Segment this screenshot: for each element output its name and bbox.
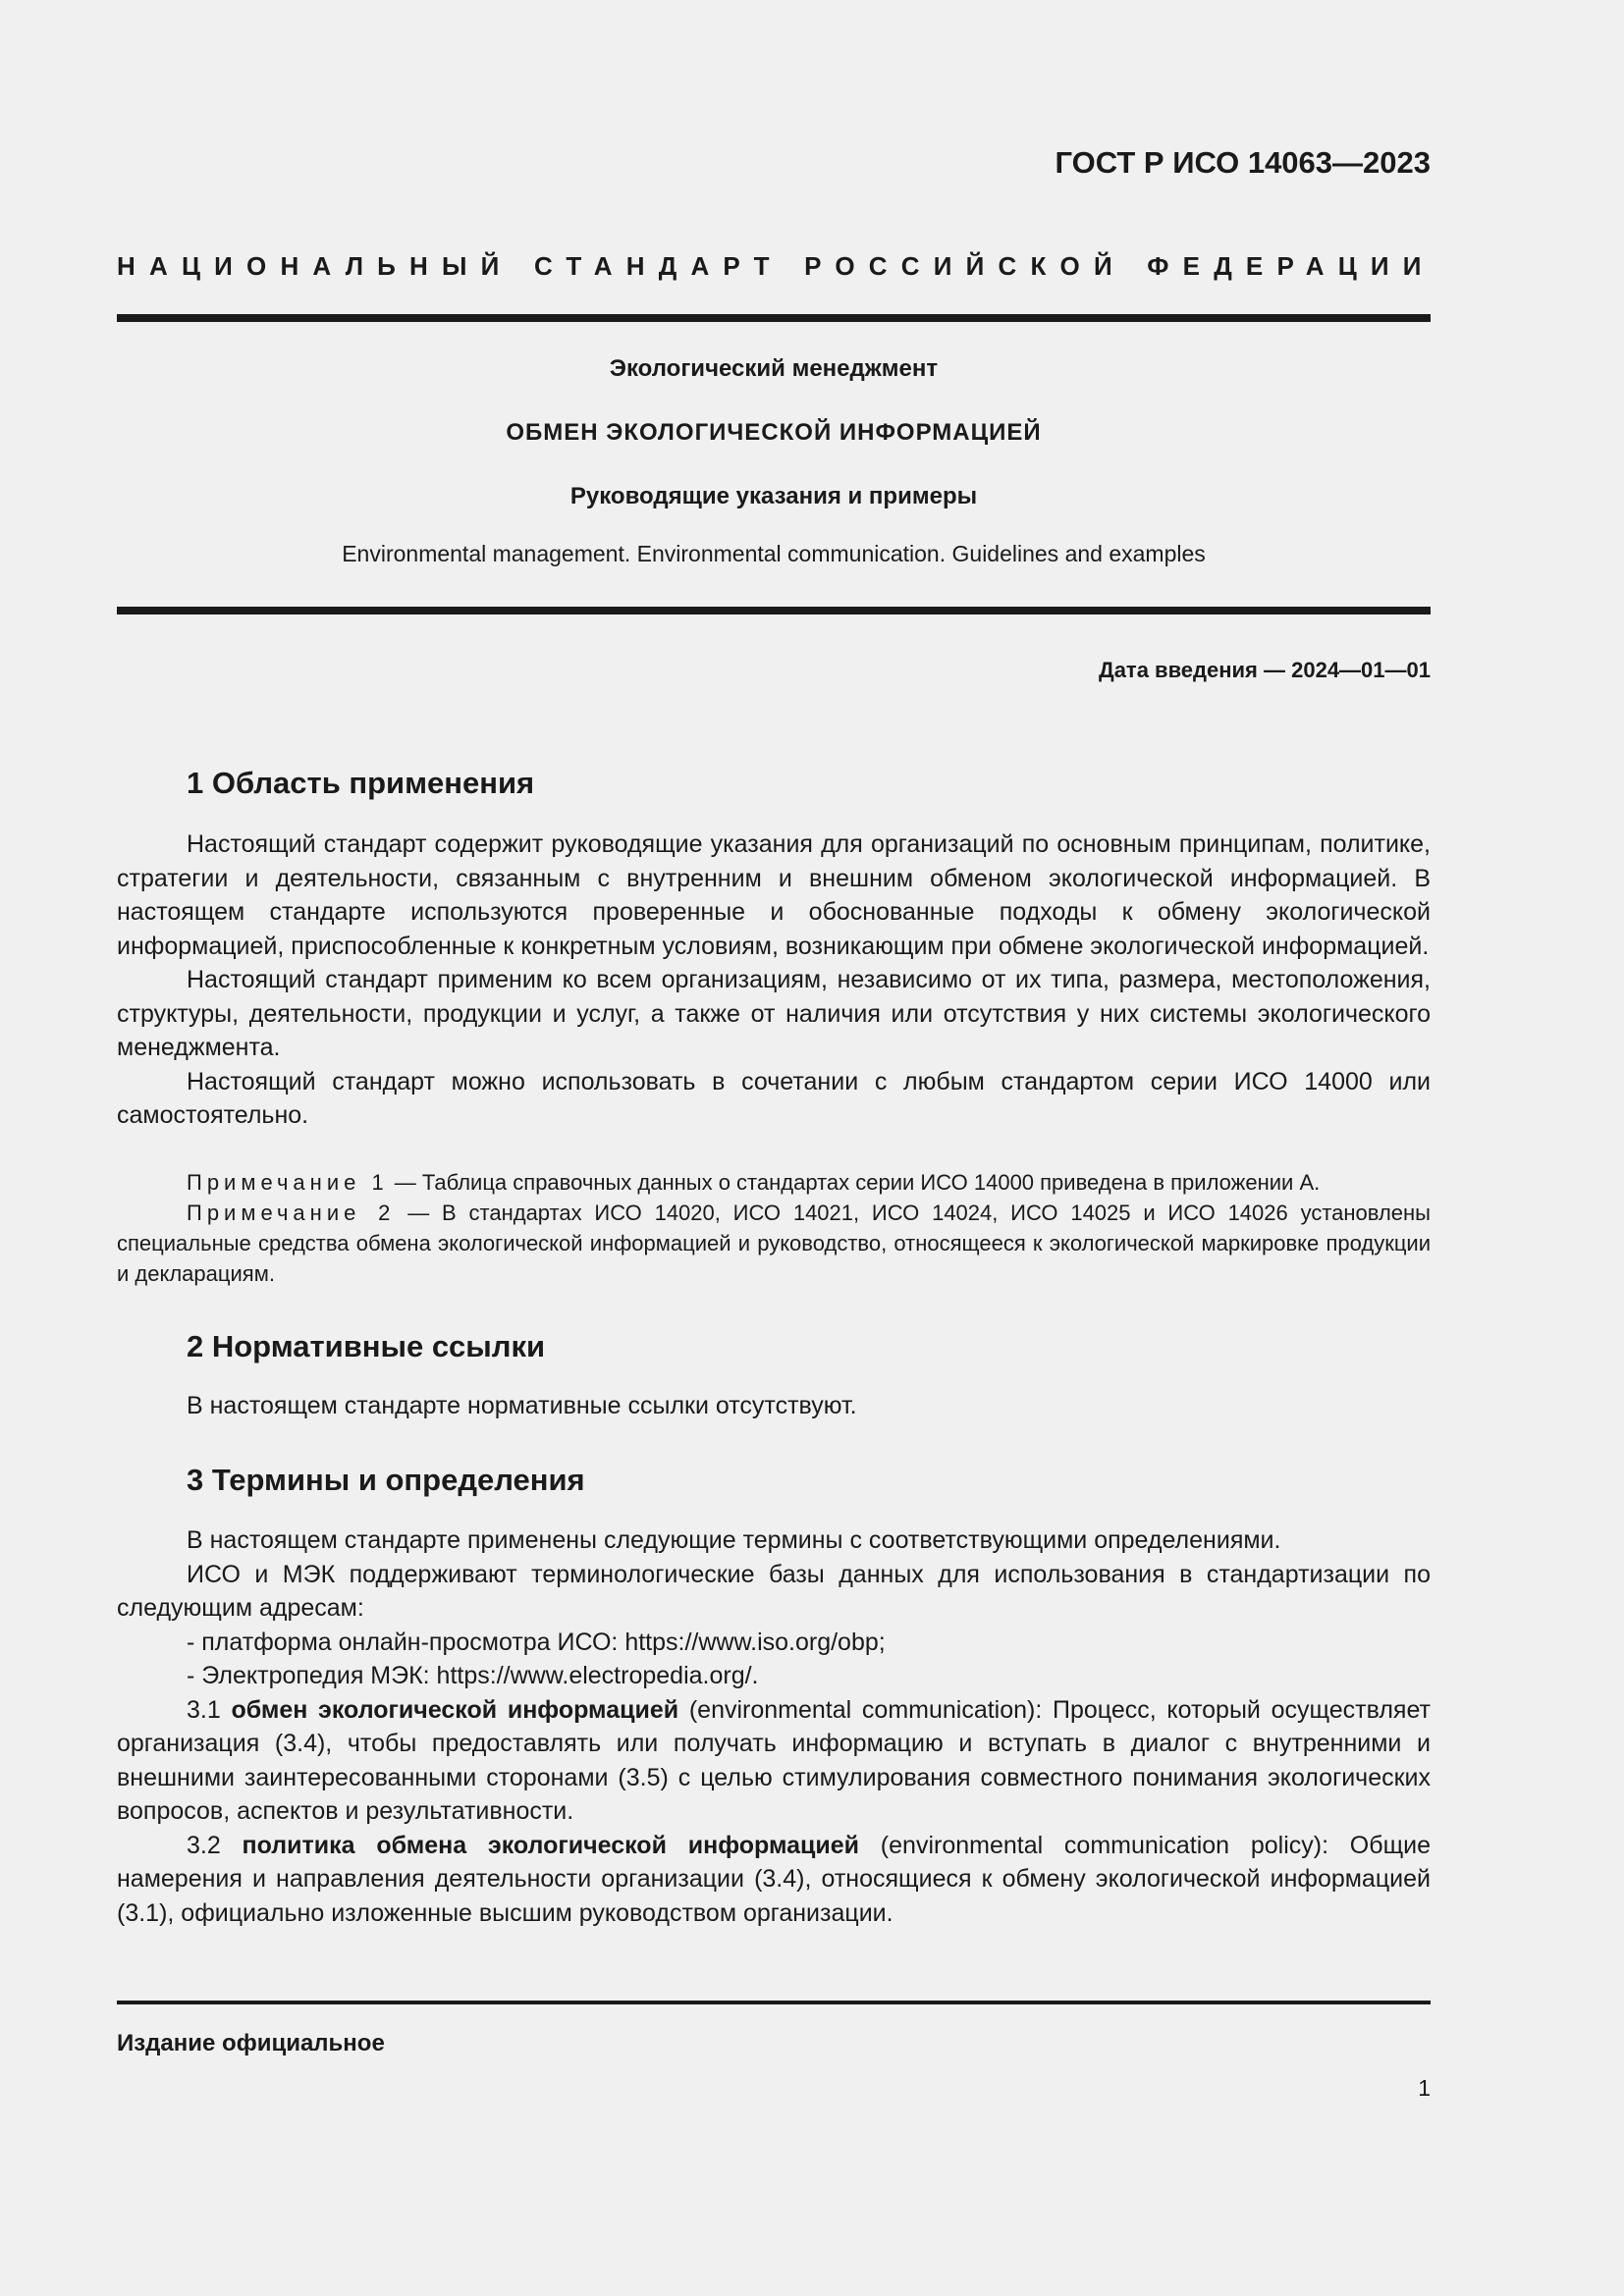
section-3-heading: 3 Термины и определения <box>187 1463 585 1497</box>
section-1-notes <box>117 1167 1431 1289</box>
term-3-1 <box>117 1693 1431 1829</box>
title-line-1: Экологический менеджмент <box>609 355 939 382</box>
section-1-heading: 1 Область применения <box>187 766 535 800</box>
title-bottom-rule <box>117 607 1431 614</box>
note-text: — Таблица справочных данных о стандартах серии ИСО 14000 приведена в приложении А. <box>388 1170 1321 1195</box>
section-2-body <box>117 1389 1431 1423</box>
document-page <box>117 0 1435 2296</box>
section-3-paragraph: ИСО и МЭК поддерживают терминологические базы данных для использования в стандартизации по следующим адресам: <box>117 1560 1431 1622</box>
section-1-body <box>117 828 1431 1133</box>
term-name: обмен экологической информацией <box>231 1695 679 1724</box>
section-1-paragraph: Настоящий стандарт можно использовать в сочетании с любым стандартом серии ИСО 14000 или самостоятельно. <box>117 1067 1431 1129</box>
section-3-body <box>117 1523 1431 1930</box>
term-number: 3.2 <box>187 1831 243 1859</box>
note-2 <box>117 1198 1431 1289</box>
title-line-2: ОБМЕН ЭКОЛОГИЧЕСКОЙ ИНФОРМАЦИЕЙ <box>506 419 1042 446</box>
section-3-paragraph: В настоящем стандарте применены следующие термины с соответствующими определениями. <box>187 1526 1281 1554</box>
term-name: политика обмена экологической информацией <box>242 1831 860 1859</box>
list-item: - Электропедия МЭК: https://www.electropedia.org/. <box>187 1662 759 1689</box>
section-1-paragraph: Настоящий стандарт применим ко всем организациям, независимо от их типа, размера, местоположения, структуры, деятельности, продукции и услуг, а также от наличия или отсутствия у них системы экологического менеджмента. <box>117 966 1431 1061</box>
introduction-date: Дата введения — 2024—01—01 <box>1099 658 1431 682</box>
section-1-paragraph: Настоящий стандарт содержит руководящие указания для организаций по основным принципам, политике, стратегии и деятельности, связанным с внутренним и внешним обменом экологической информацией. В настоящем стандарте используются проверенные и обоснованные подходы к обмену экологической информацией, приспособленные к конкретным условиям, возникающим при обмене экологической информацией. <box>117 830 1431 960</box>
note-label: Примечание 1 <box>187 1170 389 1195</box>
term-definition: (environmental communication policy): Общие намерения и направления деятельности организации (3.4), относящиеся к обмену экологической информацией (3.1), официально изложенные высшим руководством организации. <box>117 1831 1431 1927</box>
top-rule <box>117 314 1431 322</box>
title-line-3: Руководящие указания и примеры <box>569 483 978 509</box>
national-standard-banner: НАЦИОНАЛЬНЫЙ СТАНДАРТ РОССИЙСКОЙ ФЕДЕРАЦИИ <box>117 251 1435 281</box>
section-2-heading: 2 Нормативные ссылки <box>187 1329 546 1363</box>
note-1 <box>117 1167 1431 1198</box>
official-edition-label: Издание официальное <box>117 2030 385 2056</box>
note-label: Примечание 2 <box>187 1201 396 1225</box>
term-3-2 <box>117 1829 1431 1931</box>
term-definition: (environmental communication): Процесс, который осуществляет организация (3.4), чтобы предоставлять или получать информацию и вступать в диалог с внутренними и внешними заинтересованными сторонами (3.5) с целью стимулирования совместного понимания экологических вопросов, аспектов и результативности. <box>117 1695 1431 1825</box>
footer-rule <box>117 2001 1431 2004</box>
document-code: ГОСТ Р ИСО 14063—2023 <box>1055 145 1431 180</box>
section-2-paragraph: В настоящем стандарте нормативные ссылки отсутствуют. <box>187 1392 857 1419</box>
page-number: 1 <box>1418 2075 1431 2101</box>
title-english: Environmental management. Environmental communication. Guidelines and examples <box>342 541 1206 566</box>
list-item: - платформа онлайн-просмотра ИСО: https://www.iso.org/obp; <box>187 1628 886 1656</box>
term-number: 3.1 <box>187 1695 232 1724</box>
note-text: — В стандартах ИСО 14020, ИСО 14021, ИСО 14024, ИСО 14025 и ИСО 14026 установлены специальные средства обмена экологической информацией и руководство, относящееся к экологической маркировке продукции и декларациям. <box>117 1201 1431 1286</box>
